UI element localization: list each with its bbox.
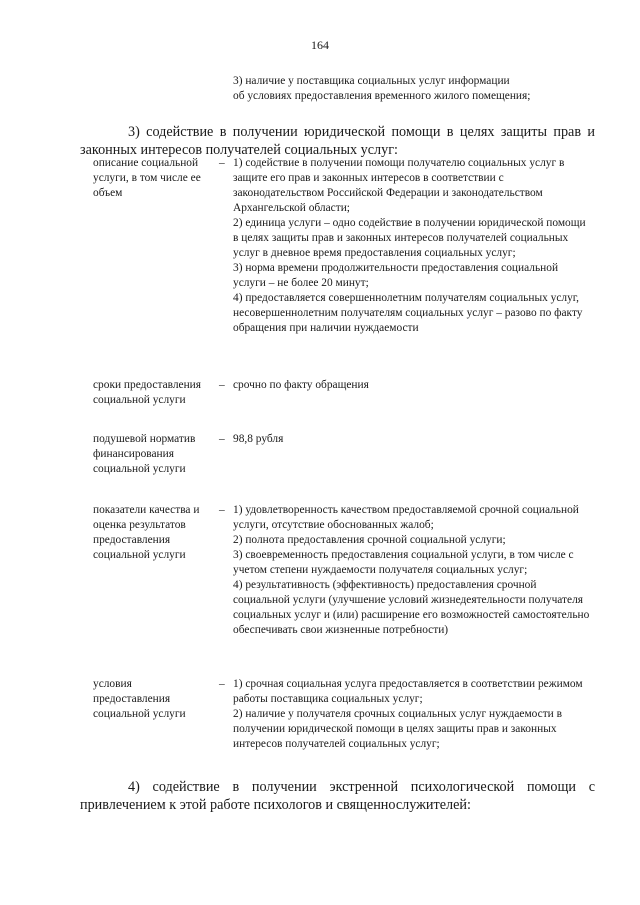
row-value (233, 156, 593, 336)
row-item: 4) результативность (эффективность) предоставления срочной социальной услуги (улучшение условий жизнедеятельности получателя социальных услуг и (или) расширение его возможностей самостоятельно обеспечивать свои жизненные потребности) (233, 579, 590, 636)
row-item: 3) своевременность предоставления социальной услуги, в том числе с учетом степени нуждаемости получателя социальных услуг; (233, 549, 574, 576)
row-label: описание социальной услуги, в том числе ее объем (93, 157, 201, 199)
row-item: 2) полнота предоставления срочной социальной услуги; (233, 534, 506, 546)
page-number: 164 (311, 38, 329, 52)
continuation-line: об условиях предоставления временного жилого помещения; (233, 90, 531, 102)
section-4-heading: 4) содействие в получении экстренной психологической помощи с привлечением к этой работе психологов и священнослужителей: (80, 779, 595, 813)
row-dash: – (219, 157, 225, 169)
row-item: 1) срочная социальная услуга предоставляется в соответствии режимом работы поставщика социальных услуг; (233, 678, 583, 705)
row-label: подушевой норматив финансирования социальной услуги (93, 433, 196, 475)
row-label: сроки предоставления социальной услуги (93, 379, 202, 406)
row-item: 1) содействие в получении помощи получателю социальных услуг в защите его прав и законных интересов в соответствии с законодательством Российской Федерации и законодательством Архангельской области; (233, 157, 565, 214)
continuation-line: 3) наличие у поставщика социальных услуг информации (233, 75, 510, 87)
row-item: 4) предоставляется совершеннолетним получателям социальных услуг, несовершеннолетним получателям социальных услуг – разово по факту обращения при наличии нуждаемости (233, 292, 583, 334)
row-item: 1) удовлетворенность качеством предоставляемой срочной социальной услуги, отсутствие обоснованных жалоб; (233, 504, 579, 531)
row-value (233, 432, 593, 447)
row-label: условия предоставления социальной услуги (93, 678, 186, 720)
row-item: срочно по факту обращения (233, 379, 369, 391)
row-dash: – (219, 504, 225, 516)
row-item: 2) единица услуги – одно содействие в получении юридической помощи в целях защиты прав и законных интересов получателей социальных услуг в дневное время предоставления социальных услуг; (233, 217, 586, 259)
continuation-text (233, 74, 593, 104)
row-item: 3) норма времени продолжительности предоставления социальной услуги – не более 20 минут; (233, 262, 559, 289)
row-value (233, 503, 593, 638)
row-dash: – (219, 379, 225, 391)
row-item: 2) наличие у получателя срочных социальных услуг нуждаемости в получении юридической помощи в целях защиты прав и законных интересов получателей социальных услуг; (233, 708, 563, 750)
row-value (233, 378, 593, 393)
section-3-heading: 3) содействие в получении юридической помощи в целях защиты прав и законных интересов получателей социальных услуг: (80, 124, 595, 158)
row-dash: – (219, 678, 225, 690)
row-value (233, 677, 593, 752)
row-item: 98,8 рубля (233, 433, 284, 445)
row-label: показатели качества и оценка результатов предоставления социальной услуги (93, 504, 200, 561)
row-dash: – (219, 433, 225, 445)
